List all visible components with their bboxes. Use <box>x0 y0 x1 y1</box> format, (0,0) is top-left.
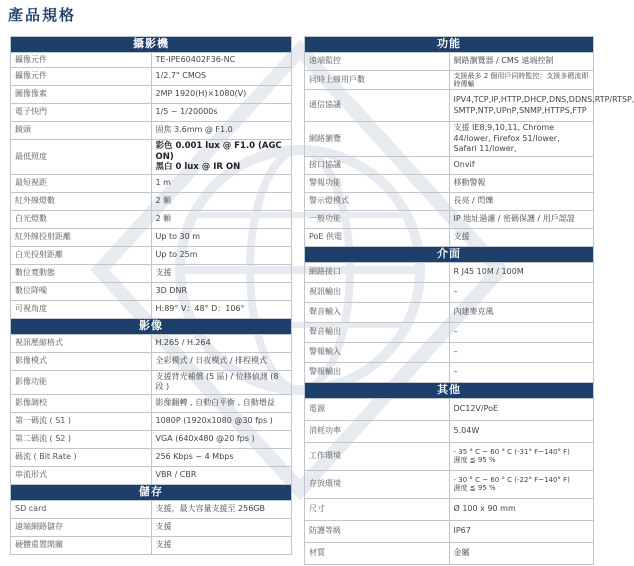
table-row <box>305 498 594 520</box>
spec-key: 同時上線用戶數 <box>305 71 450 90</box>
spec-key: 尺寸 <box>305 498 450 520</box>
table-row <box>305 262 594 282</box>
spec-value: – <box>449 342 594 362</box>
spec-key: 遠端監控 <box>305 53 450 71</box>
spec-value-line: Safari 11/lower, <box>453 144 517 153</box>
spec-key: 數位降噪 <box>11 282 152 300</box>
table-row <box>11 334 292 352</box>
table-row <box>305 520 594 542</box>
spec-key: 數位寬動態 <box>11 264 152 282</box>
spec-value-line: 濕度 ≦ 95 % <box>453 456 496 464</box>
table-row <box>11 370 292 394</box>
spec-value: Up to 25m <box>151 246 292 264</box>
spec-value: VBR / CBR <box>151 466 292 484</box>
table-row <box>11 430 292 448</box>
spec-value: Up to 30 m <box>151 228 292 246</box>
spec-key: 警報功能 <box>305 174 450 192</box>
spec-key: 聲音輸入 <box>305 302 450 322</box>
spec-value-line: 支援 IE8,9,10,11, Chrome 44/lower, Firefox 51/lower, <box>453 123 560 143</box>
spec-key: 串流形式 <box>11 466 152 484</box>
spec-value: TE-IPE60402F36-NC <box>151 53 292 68</box>
spec-value: 2 顆 <box>151 192 292 210</box>
spec-value <box>449 470 594 498</box>
spec-value: 3D DNR <box>151 282 292 300</box>
table-row <box>305 302 594 322</box>
spec-key: 第二碼流 ( S2 ) <box>11 430 152 448</box>
table-row <box>11 246 292 264</box>
spec-value: 1080P (1920x1080 @30 fps ) <box>151 412 292 430</box>
table-row <box>11 536 292 554</box>
right-spec-column <box>304 36 634 565</box>
table-row <box>305 71 594 90</box>
spec-value: – <box>449 362 594 382</box>
table-row <box>305 362 594 382</box>
spec-value: 支援，最大容量支援至 256GB <box>151 500 292 518</box>
spec-value-line: 黑白 0 lux @ IR ON <box>155 162 241 172</box>
spec-key: 警報輸入 <box>305 342 450 362</box>
spec-key: 一般功能 <box>305 210 450 228</box>
spec-key: 影像模式 <box>11 352 152 370</box>
table-row <box>11 53 292 68</box>
table-row <box>305 192 594 210</box>
spec-value: 支援 <box>151 536 292 554</box>
table-row <box>305 174 594 192</box>
spec-value: Onvif <box>449 156 594 174</box>
spec-value: 全彩模式 / 日夜模式 / 排程模式 <box>151 352 292 370</box>
spec-table-left <box>10 36 292 555</box>
spec-value <box>151 140 292 175</box>
spec-key: 可視角度 <box>11 300 152 318</box>
spec-value: R J45 10M / 100M <box>449 262 594 282</box>
spec-value: 支援背光補償 (5 區) / 位移偵測 (8 段 ) <box>151 370 292 394</box>
section-header-camera <box>11 37 292 53</box>
spec-key: 紅外線投射距離 <box>11 228 152 246</box>
spec-key: 圖像像素 <box>11 86 152 104</box>
section-title: 介面 <box>305 246 594 262</box>
spec-value <box>449 122 594 157</box>
spec-value-line: 濕度 ≦ 95 % <box>453 484 496 492</box>
spec-value: 5.04W <box>449 420 594 442</box>
table-row <box>305 282 594 302</box>
spec-key: 鏡頭 <box>11 122 152 140</box>
table-row <box>11 500 292 518</box>
section-header-function <box>305 37 594 53</box>
spec-key: 最低照度 <box>11 140 152 175</box>
spec-value-line: IPV4,TCP,IP,HTTP,DHCP,DNS,DDNS,RTP/RTSP, <box>453 95 634 104</box>
table-row <box>11 518 292 536</box>
spec-value: Ø 100 x 90 mm <box>449 498 594 520</box>
spec-key: 白光投射距離 <box>11 246 152 264</box>
spec-value-line: SMTP,NTP,UPnP,SNMP,HTTPS,FTP <box>453 105 587 115</box>
table-row <box>305 398 594 420</box>
section-title: 儲存 <box>11 484 292 500</box>
spec-value: 長亮 / 閃爍 <box>449 192 594 210</box>
spec-table-right <box>304 36 634 565</box>
table-row <box>305 53 594 71</box>
spec-key: 聲音輸出 <box>305 322 450 342</box>
spec-value: 支援 <box>449 228 594 246</box>
table-row <box>305 156 594 174</box>
section-header-storage <box>11 484 292 500</box>
table-row <box>11 86 292 104</box>
spec-key: 存放環境 <box>305 470 450 498</box>
table-row <box>305 90 594 122</box>
section-title: 影像 <box>11 318 292 334</box>
spec-key: 攝像元件 <box>11 53 152 68</box>
spec-key: 碼流 ( Bit Rate ) <box>11 448 152 466</box>
table-row <box>11 412 292 430</box>
section-header-interface <box>305 246 594 262</box>
table-row <box>305 470 594 498</box>
spec-value: VGA (640x480 @20 fps ) <box>151 430 292 448</box>
spec-key: 消耗功率 <box>305 420 450 442</box>
spec-key: 警報輸出 <box>305 362 450 382</box>
section-title: 功能 <box>305 37 594 53</box>
spec-key: 視訊輸出 <box>305 282 450 302</box>
table-row <box>11 300 292 318</box>
spec-value: H.265 / H.264 <box>151 334 292 352</box>
spec-value: 影像翻轉 , 自動白平衡 , 自動增益 <box>151 394 292 412</box>
section-title: 其他 <box>305 382 594 398</box>
spec-key: SD card <box>11 500 152 518</box>
table-row <box>11 466 292 484</box>
table-row <box>305 322 594 342</box>
spec-key: 通信協議 <box>305 90 450 122</box>
table-row <box>11 122 292 140</box>
spec-key: 硬體重置開關 <box>11 536 152 554</box>
spec-value: 1 m <box>151 174 292 192</box>
spec-value: 網路瀏覽器 / CMS 遠端控制 <box>449 53 594 71</box>
spec-key: 網路接口 <box>305 262 450 282</box>
spec-key: 防護等級 <box>305 520 450 542</box>
left-spec-column <box>10 36 292 555</box>
spec-value: IP67 <box>449 520 594 542</box>
table-row <box>305 442 594 470</box>
spec-value: 2MP 1920(H)×1080(V) <box>151 86 292 104</box>
table-row <box>11 192 292 210</box>
spec-value: 支援 <box>151 264 292 282</box>
table-row <box>11 282 292 300</box>
spec-key: 工作環境 <box>305 442 450 470</box>
spec-value: 支援 <box>151 518 292 536</box>
spec-value: 1/2.7" CMOS <box>151 68 292 86</box>
spec-key: 影像調校 <box>11 394 152 412</box>
spec-value: 2 顆 <box>151 210 292 228</box>
section-title: 攝影機 <box>11 37 292 53</box>
spec-value: – <box>449 282 594 302</box>
spec-key: 攝像元件 <box>11 68 152 86</box>
spec-key: 電源 <box>305 398 450 420</box>
spec-key: 影像功能 <box>11 370 152 394</box>
table-row <box>11 174 292 192</box>
page-title: 產品規格 <box>8 6 77 24</box>
table-row <box>305 420 594 442</box>
spec-value: H:89° V：48° D：106° <box>151 300 292 318</box>
spec-key: 紅外線燈數 <box>11 192 152 210</box>
spec-key: PoE 供電 <box>305 228 450 246</box>
spec-key: 最短視距 <box>11 174 152 192</box>
spec-value: 1/5 ~ 1/20000s <box>151 104 292 122</box>
table-row <box>11 448 292 466</box>
spec-value: 移動警報 <box>449 174 594 192</box>
spec-key: 白光燈數 <box>11 210 152 228</box>
spec-value-line: 彩色 0.001 lux @ F1.0 (AGC ON) <box>155 141 282 162</box>
table-row <box>11 394 292 412</box>
spec-value: 內建麥克風 <box>449 302 594 322</box>
spec-value: 256 Kbps ~ 4 Mbps <box>151 448 292 466</box>
spec-value-line: - 30 ° C ~ 60 ° C (-22° F~140° F) <box>453 476 570 484</box>
section-header-other <box>305 382 594 398</box>
section-header-image <box>11 318 292 334</box>
spec-key: 電子快門 <box>11 104 152 122</box>
spec-value <box>449 90 634 122</box>
spec-key: 遠端網路儲存 <box>11 518 152 536</box>
table-row <box>11 228 292 246</box>
table-row <box>11 68 292 86</box>
spec-value: 支援最多 2 個用戶同時監控；支援多碼流即時傳輸 <box>449 71 594 90</box>
table-row <box>305 210 594 228</box>
spec-value: DC12V/PoE <box>449 398 594 420</box>
spec-key: 接口協議 <box>305 156 450 174</box>
table-row <box>11 104 292 122</box>
spec-key: 第一碼流 ( S1 ) <box>11 412 152 430</box>
table-row <box>11 264 292 282</box>
table-row <box>305 122 594 157</box>
spec-value: 金屬 <box>449 542 594 564</box>
spec-key: 材質 <box>305 542 450 564</box>
spec-value-line: - 35 ° C ~ 60 ° C (-31° F~140° F) <box>453 448 570 456</box>
spec-key: 警示燈模式 <box>305 192 450 210</box>
table-row <box>11 210 292 228</box>
table-row <box>305 542 594 564</box>
table-row <box>305 342 594 362</box>
table-row <box>305 228 594 246</box>
spec-value: – <box>449 322 594 342</box>
spec-value: 固焦 3.6mm @ F1.0 <box>151 122 292 140</box>
table-row <box>11 140 292 175</box>
spec-key: 視訊壓縮格式 <box>11 334 152 352</box>
spec-value <box>449 442 594 470</box>
spec-value: IP 地址過濾 / 密碼保護 / 用戶認證 <box>449 210 594 228</box>
spec-key: 網路瀏覽 <box>305 122 450 157</box>
table-row <box>11 352 292 370</box>
